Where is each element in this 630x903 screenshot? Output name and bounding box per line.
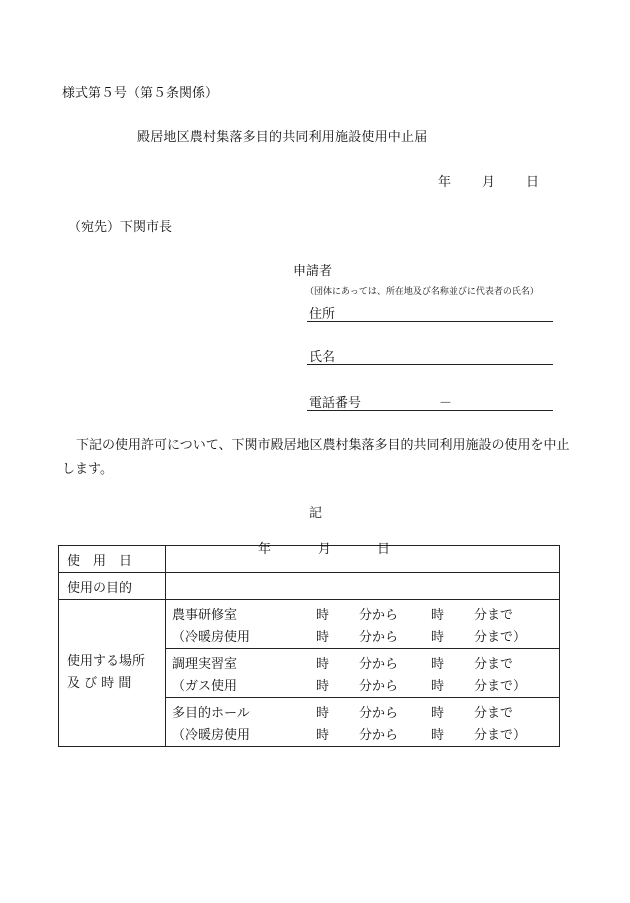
place-time-label-cell [59,600,166,747]
use-date-label: 使 用 日 [67,553,133,569]
facility-line [166,624,559,646]
from-label: 分から [359,657,399,672]
usage-table [58,542,560,747]
from-label: 分から [359,630,399,645]
purpose-label: 使用の目的 [67,580,133,596]
facility-cell-1[interactable] [166,600,560,649]
facility-cell-2[interactable] [166,649,560,698]
use-date-row [59,546,560,573]
place-time-label-line1: 使用する場所 [67,654,146,669]
form-number: 様式第５号（第５条関係） [62,86,219,101]
facility-name: 調理実習室 [172,657,238,672]
name-field[interactable] [307,346,553,365]
until-note-label: 分まで） [474,630,527,645]
hour2-label: 時 [431,728,445,743]
applicant-note: （団体にあっては、所在地及び名称並びに代表者の氏名） [305,287,539,297]
use-date-month: 月 [318,542,332,557]
address-label: 住所 [309,307,336,322]
until-label: 分まで [474,608,514,623]
hour-label: 時 [316,608,330,623]
facility-line [166,700,559,722]
applicant-label: 申請者 [293,264,333,279]
body-text: 下記の使用許可について、下関市殿居地区農村集落多目的共同利用施設の使用を中止します。 [62,438,570,477]
facility-line [166,651,559,673]
facility-note: （冷暖房使用 [172,728,251,743]
from-label: 分から [359,706,399,721]
use-date-label-cell [59,546,166,573]
phone-field[interactable] [307,392,553,411]
hour-label: 時 [316,679,330,694]
ki-heading: 記 [309,506,323,521]
hour-label: 時 [316,728,330,743]
from-label: 分から [359,728,399,743]
hour2-label: 時 [431,657,445,672]
hour2-label: 時 [431,706,445,721]
date-day-label: 日 [526,175,540,190]
facility-line [166,602,559,624]
hour2-label: 時 [431,679,445,694]
purpose-value-cell[interactable] [166,573,560,600]
facility-line [166,722,559,744]
facility-line [166,673,559,695]
hour-label: 時 [316,706,330,721]
use-date-day: 日 [377,542,391,557]
hour-label: 時 [316,630,330,645]
use-date-year: 年 [258,542,272,557]
date-month-label: 月 [482,175,496,190]
phone-dash: － [439,396,453,411]
until-note-label: 分まで） [474,728,527,743]
from-label: 分から [359,608,399,623]
hour-label: 時 [316,657,330,672]
facility-name: 多目的ホール [172,706,250,721]
document-title: 殿居地区農村集落多目的共同利用施設使用中止届 [137,130,428,145]
date-year-label: 年 [438,175,452,190]
until-label: 分まで [474,706,514,721]
until-label: 分まで [474,657,514,672]
until-note-label: 分まで） [474,679,527,694]
name-label: 氏名 [309,350,336,365]
facility-note: （冷暖房使用 [172,630,251,645]
use-date-value-cell[interactable] [166,542,560,573]
facility-cell-3[interactable] [166,698,560,747]
addressee: （宛先）下関市長 [68,220,173,235]
address-field[interactable] [307,303,553,322]
hour2-label: 時 [431,608,445,623]
hour2-label: 時 [431,630,445,645]
facility-note: （ガス使用 [172,679,238,694]
purpose-label-cell [59,573,166,600]
phone-label: 電話番号 [309,396,362,411]
facility-row [59,600,560,649]
place-time-label-line2: 及 び 時 間 [67,676,132,691]
from-label: 分から [359,679,399,694]
facility-name: 農事研修室 [172,608,238,623]
purpose-row [59,573,560,600]
